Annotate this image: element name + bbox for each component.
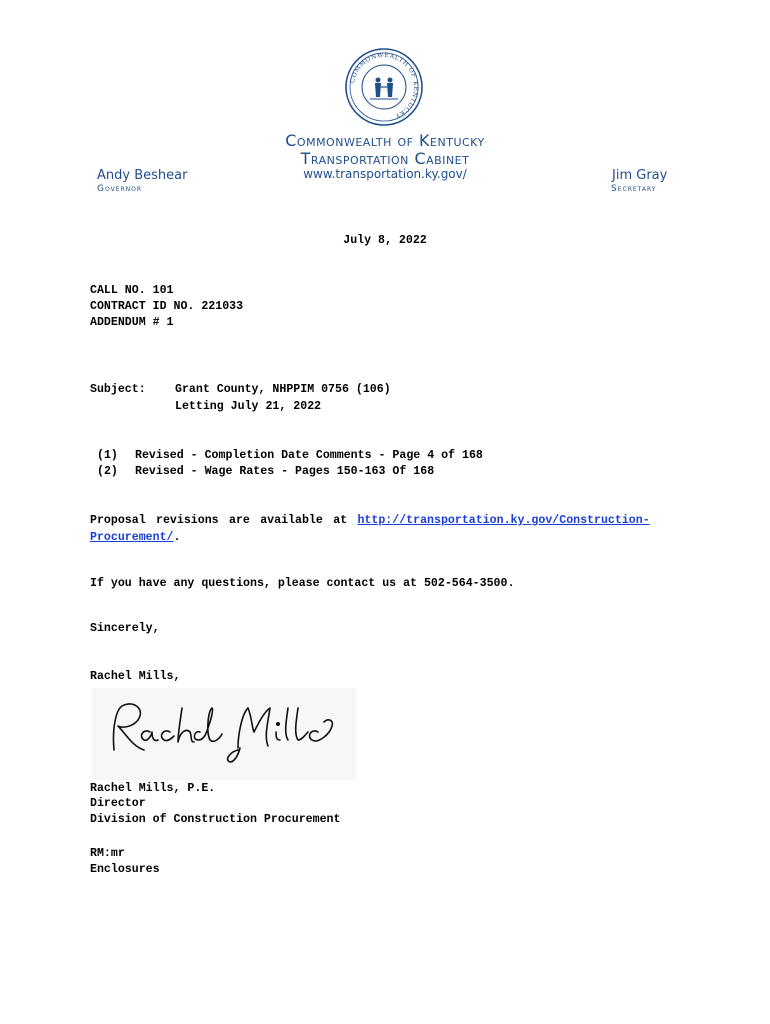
contract-id: CONTRACT ID NO. 221033 <box>90 300 244 313</box>
governor-title: Governor <box>97 184 143 194</box>
proposal-paragraph-line2 <box>90 531 180 544</box>
subject-label: Subject: <box>90 383 146 396</box>
closing: Sincerely, <box>90 622 160 635</box>
governor-name: Andy Beshear <box>97 168 188 183</box>
reference-initials: RM:mr <box>90 847 125 860</box>
letter-date: July 8, 2022 <box>343 234 427 247</box>
signer-name: Rachel Mills, P.E. <box>90 782 216 795</box>
proposal-end: . <box>173 531 181 544</box>
signer-title: Director <box>90 797 146 810</box>
proposal-link-continued[interactable]: Procurement/ <box>90 531 174 544</box>
questions-paragraph: If you have any questions, please contact us at 502-564-3500. <box>90 577 515 590</box>
signer-line: Rachel Mills, <box>90 670 181 683</box>
handwritten-signature <box>92 688 356 780</box>
subject-line-1: Grant County, NHPPIM 0756 (106) <box>175 383 391 396</box>
call-number: CALL NO. 101 <box>90 284 174 297</box>
signer-division: Division of Construction Procurement <box>90 813 341 826</box>
kentucky-seal-icon <box>344 47 424 127</box>
secretary-name: Jim Gray <box>612 168 668 183</box>
proposal-link[interactable]: http://transportation.ky.gov/Construction- <box>357 514 650 527</box>
secretary-title: Secretary <box>611 184 657 194</box>
revision-item-number: (2) <box>97 465 118 478</box>
agency-name-line1: Commonwealth of Kentucky <box>285 131 485 150</box>
proposal-paragraph-line1 <box>90 514 650 527</box>
revision-item-number: (1) <box>97 449 118 462</box>
revision-item-text: Revised - Wage Rates - Pages 150-163 Of 168 <box>135 465 435 478</box>
proposal-text: Proposal revisions are available at <box>90 514 348 527</box>
enclosures-note: Enclosures <box>90 863 160 876</box>
agency-website: www.transportation.ky.gov/ <box>303 167 467 181</box>
svg-text:COMMONWEALTH OF KENTUCKY: COMMONWEALTH OF KENTUCKY <box>349 51 420 120</box>
subject-line-2: Letting July 21, 2022 <box>175 400 322 413</box>
addendum-number: ADDENDUM # 1 <box>90 316 174 329</box>
agency-name-line2: Transportation Cabinet <box>300 149 470 168</box>
revision-item-text: Revised - Completion Date Comments - Page 4 of 168 <box>135 449 483 462</box>
